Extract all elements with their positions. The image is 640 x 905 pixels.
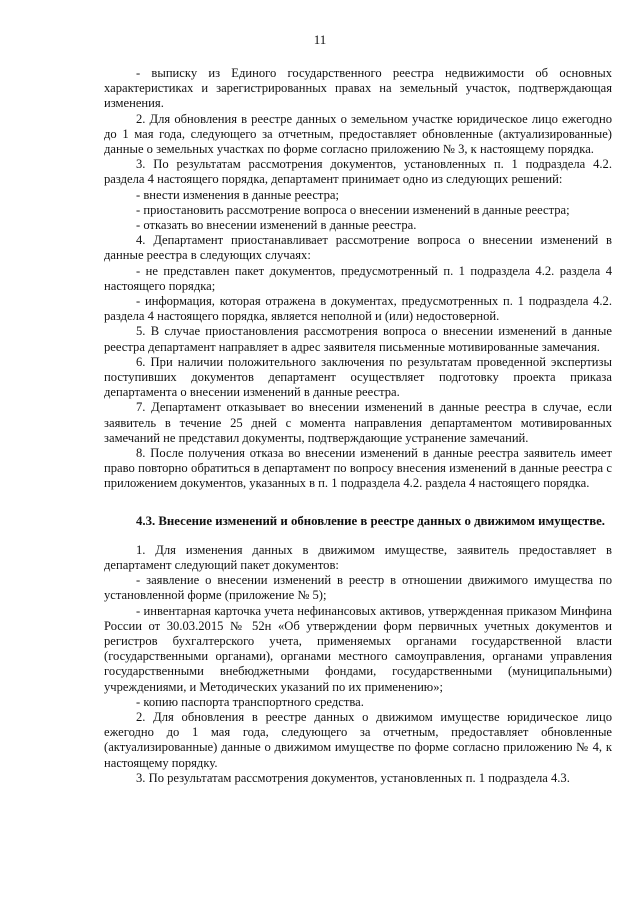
suspension-item-incomplete: - информация, которая отражена в документах, предусмотренных п. 1 подраздела 4.2. раздела 4 настоящего порядка, является неполной и (или) недостоверной. [104,294,612,324]
package-item-application: - заявление о внесении изменений в реестр в отношении движимого имущества по установленной форме (приложение № 5); [104,573,612,603]
suspension-item-no-package: - не представлен пакет документов, предусмотренный п. 1 подраздела 4.2. раздела 4 настоящего порядка; [104,263,612,293]
package-item-vehicle-passport: - копию паспорта транспортного средства. [136,694,364,709]
paragraph-6-approval: 6. При наличии положительного заключения по результатам проведенной экспертизы поступивших документов департамент осуществляет подготовку проекта приказа департамента о внесении изменений в данные реестра. [104,354,612,400]
paragraph-5-remarks: 5. В случае приостановления рассмотрения вопроса о внесении изменений в данные реестра департамент направляет в адрес заявителя письменные мотивированные замечания. [104,324,612,354]
paragraph-8-reapply: 8. После получения отказа во внесении изменений в данные реестра заявитель имеет право повторно обратиться в департамент по вопросу внесения изменений в данные реестра с приложением документов, указанных в п. 1 подраздела 4.2. раздела 4 настоящего порядка. [104,446,612,491]
spacer [104,529,612,543]
paragraph-7-refusal: 7. Департамент отказывает во внесении изменений в данные реестра в случае, если заявитель в течение 25 дней с момента направления департаментом мотивированных замечаний не представил документы, подтверждающие устранение замечаний. [104,400,612,445]
paragraph-3-movable-results: 3. По результатам рассмотрения документов, установленных п. 1 подраздела 4.3. [136,770,570,785]
decision-item-suspend: - приостановить рассмотрение вопроса о внесении изменений в данные реестра; [136,202,570,217]
package-item-inventory-card: - инвентарная карточка учета нефинансовых активов, утвержденная приказом Минфина России от 30.03.2015 № 52н «Об утверждении форм первичных учетных документов и регистров бухгалтерского учета, применяемых органами государственной власти (государственными органами), органами местного самоуправления, органами управления государственными внебюджетными фондами, государственными (муниципальными) учреждениями, и Методических указаний по их применению»; [104,603,612,694]
decision-item-make-changes: - внести изменения в данные реестра; [136,187,339,202]
page-number: 11 [313,32,327,47]
paragraph-1-movable-package: 1. Для изменения данных в движимом имуществе, заявитель предоставляет в департамент следующий пакет документов: [104,542,612,572]
paragraph-2-land-update: 2. Для обновления в реестре данных о земельном участке юридическое лицо ежегодно до 1 мая года, следующего за отчетным, предоставляет обновленные (актуализированные) данные о земельных участках по форме согласно приложению № 3, к настоящему порядка. [104,111,612,157]
paragraph-extract-item: - выписку из Единого государственного реестра недвижимости об основных характеристиках и зарегистрированных правах на земельный участок, подтверждающая изменения. [104,66,612,111]
spacer [104,492,612,514]
section-heading-4-3: 4.3. Внесение изменений и обновление в реестре данных о движимом имуществе. [136,513,606,528]
paragraph-3-decisions: 3. По результатам рассмотрения документов, установленных п. 1 подраздела 4.2. раздела 4 настоящего порядка, департамент принимает одно из следующих решений: [104,157,612,187]
decision-item-refuse: - отказать во внесении изменений в данные реестра. [136,218,417,233]
page-body [104,66,612,786]
paragraph-4-suspension: 4. Департамент приостанавливает рассмотрение вопроса о внесении изменений в данные реестра в следующих случаях: [104,233,612,263]
paragraph-2-movable-update: 2. Для обновления в реестре данных о движимом имуществе юридическое лицо ежегодно до 1 мая года, следующего за отчетным, предоставляет обновленные (актуализированные) данные о движимом имуществе по форме согласно приложению № 4, к настоящему порядку. [104,709,612,770]
